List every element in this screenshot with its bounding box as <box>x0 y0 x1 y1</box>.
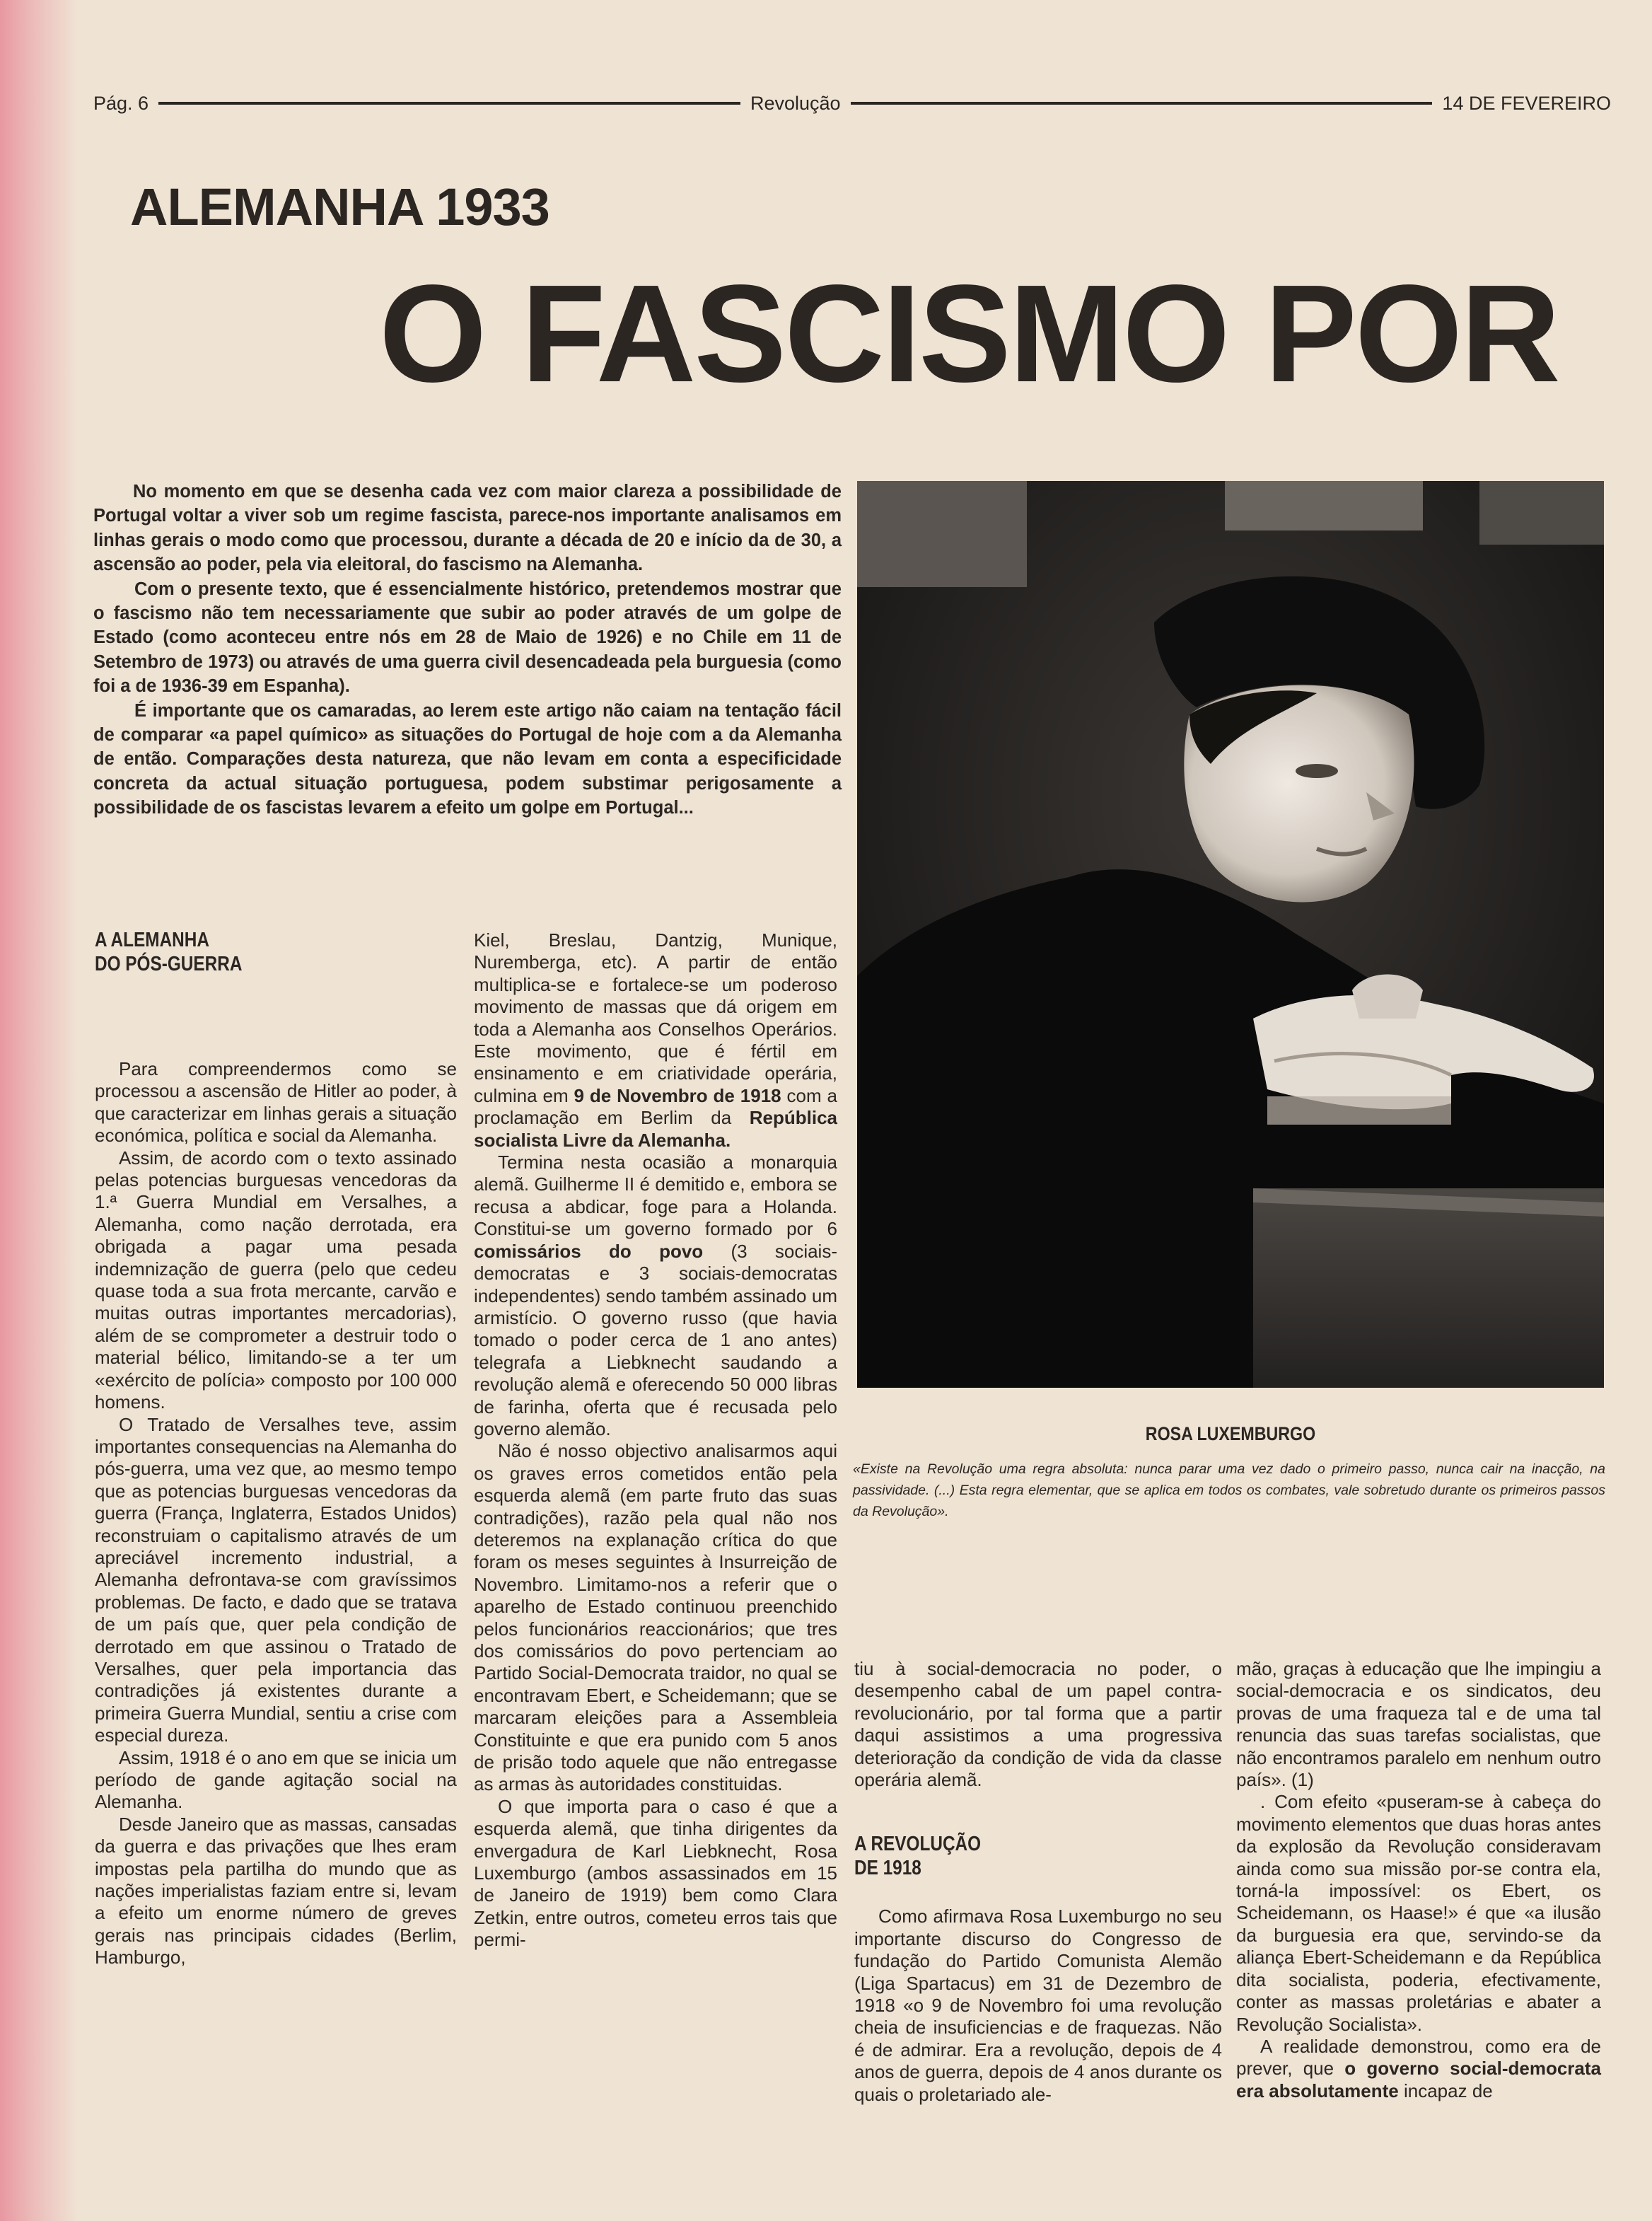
section-heading-line: DE 1918 <box>854 1857 921 1880</box>
body-paragraph: . Com efeito «puseram-se à cabeça do movimento elementos que duas horas antes da explosão da Revolução consideravam ainda como sua missão por-se contra ela, torná-la impossível: os Ebert, os Scheidemann, os Haase!» é que «a ilusão da burguesia era que, servindo-se da aliança Ebert-Scheidemann e da República dita socialista, poderia, efectivamente, conter as massas proletárias e abater a Revolução Socialista». <box>1236 1791 1601 2035</box>
body-paragraph: Assim, 1918 é o ano em que se inicia um período de gande agitação social na Alemanha. <box>95 1746 457 1813</box>
rosa-luxemburgo-photo <box>857 481 1604 1388</box>
body-paragraph: Como afirmava Rosa Luxemburgo no seu importante discurso do Congresso de fundação do Partido Comunista Alemão (Liga Spartacus) em 31 de Dezembro de 1918 «o 9 de Novembro foi uma revolução cheia de insuficiencias e de fraquezas. Não é de admirar. Era a revolução, depois de 4 anos de guerra, depois de 4 anos durante os quais o proletariado ale- <box>854 1906 1222 2105</box>
body-paragraph: mão, graças à educação que lhe impingiu a social-democracia e os sindicatos, deu provas de uma fraqueza tal e de uma tal renuncia das suas tarefas socialistas, que não encontramos paralelo em nenhum outro país». (1) <box>1236 1658 1601 1791</box>
article-column-4 <box>1236 1658 1601 2102</box>
article-column-2 <box>474 929 837 1952</box>
photo-caption: ROSA LUXEMBURGO <box>1145 1423 1316 1444</box>
photo-illustration <box>857 481 1604 1388</box>
lead-paragraph: Com o presente texto, que é essencialmente histórico, pretendemos mostrar que o fascismo não tem necessariamente que subir ao poder através de um golpe de Estado (como aconteceu entre nós em 28 de Maio de 1926) e no Chile em 11 de Setembro de 1973) ou através de uma guerra civil desencadeada pela burguesia (como foi a de 1936-39 em Espanha). <box>93 579 842 697</box>
body-paragraph: Desde Janeiro que as massas, cansadas da guerra e das privações que lhes eram impostas pela partilha do mundo que as nações imperialistas faziam entre si, levam a efeito um enorme número de greves gerais nas principais cidades (Berlim, Hamburgo, <box>95 1813 457 1968</box>
body-paragraph: Termina nesta ocasião a monarquia alemã. Guilherme II é demitido e, embora se recusa a abdicar, foge para a Holanda. Constitui-se um governo formado por 6 comissários do povo (3 sociais-democratas e 3 sociais-democratas independentes) sendo também assinado um armistício. O governo russo (que havia tomado o poder cerca de 1 ano antes) telegrafa a Liebknecht saudando a revolução alemã e oferecendo 50 000 libras de farinha, oferta que é recusada pelo governo alemão. <box>474 1152 837 1439</box>
section-heading-line: DO PÓS-GUERRA <box>95 953 243 975</box>
lead-paragraph: No momento em que se desenha cada vez com maior clareza a possibilidade de Portugal voltar a viver sob um regime fascista, parece-nos importante analisamos em linhas gerais o modo como que processou, durante a década de 20 e início da de 30, a ascensão ao poder, pela via eleitoral, do fascismo na Alemanha. <box>93 482 842 575</box>
newspaper-name: Revolução <box>750 92 841 114</box>
section-heading <box>95 928 368 976</box>
body-paragraph: Assim, de acordo com o texto assinado pelas potencias burguesas vencedoras da 1.ª Guerra Mundial em Versalhes, a Alemanha, como nação derrotada, era obrigada a pagar uma pesada indemnização de guerra (pelo que cedeu quase toda a sua frota mercante, carvão e muitas outras importantes mercadorias), além de se comprometer a destruir todo o material bélico, limitando-se a ter um «exército de polícia» composto por 100 000 homens. <box>95 1147 457 1413</box>
body-paragraph: tiu à social-democracia no poder, o desempenho cabal de um papel contra-revolucionário, por tal forma que a partir daqui assistimos a uma progressiva deterioração da condição de vida da classe operária alemã. <box>854 1658 1222 1791</box>
paper-edge-stain <box>0 0 78 2221</box>
header-rule-right <box>851 102 1433 105</box>
body-paragraph: O Tratado de Versalhes teve, assim importantes consequencias na Alemanha do pós-guerra, uma vez que, ao mesmo tempo que as potencias burguesas vencedoras da guerra (França, Inglaterra, Estados Unidos) reconstruiam o capitalismo através de um apreciável incremento industrial, a Alemanha defrontava-se com gravíssimos problemas. De facto, e dado que se tratava de um país que, quer pela condição de derrotado em que assinou o Tratado de Versalhes, quer pela importancia das contradições já existentes durante a primeira Guerra Mundial, sentiu a crise com especial dureza. <box>95 1413 457 1746</box>
article-column-1 <box>95 928 457 1969</box>
page-number: Pág. 6 <box>93 92 149 114</box>
body-paragraph: Kiel, Breslau, Dantzig, Munique, Nuremberga, etc). A partir de então multiplica-se e fortalece-se um poderoso movimento de massas que dá origem em toda a Alemanha aos Conselhos Operários. Este movimento, que é fértil em ensinamento e em criatividade operária, culmina em 9 de Novembro de 1918 com a proclamação em Berlim da República socialista Livre da Alemanha. <box>474 929 838 1151</box>
body-paragraph: Não é nosso objectivo analisarmos aqui os graves erros cometidos então pela esquerda alemã (em parte fruto das suas contradições), razão pela qual não nos deteremos na explanação crítica do que foram os meses seguintes à Insurreição de Novembro. Limitamo-nos a referir que o aparelho de Estado continuou preenchido pelos funcionários reaccionários; que tres dos comissários do povo pertenciam ao Partido Social-Democrata traidor, no qual se encontravam Ebert, e Scheidemann; que se marcaram eleições para a Assembleia Constituinte e que era punido com 5 anos de prisão todo aquele que não entregasse as armas às autoridades constituidas. <box>474 1440 837 1795</box>
body-paragraph: Para compreendermos como se processou a ascensão de Hitler ao poder, à que caracterizar em linhas gerais a situação económica, política e social da Alemanha. <box>95 1058 457 1147</box>
article-kicker: ALEMANHA 1933 <box>130 178 549 236</box>
page-header <box>93 89 1611 117</box>
body-paragraph: O que importa para o caso é que a esquerda alemã, que tinha dirigentes da envergadura de Karl Liebknecht, Rosa Luxemburgo (ambos assassinados em 15 de Janeiro de 1919) bem como Clara Zetkin, entre outros, cometeu erros tais que permi- <box>474 1795 837 1951</box>
section-heading-line: A ALEMANHA <box>95 929 209 951</box>
body-paragraph: A realidade demonstrou, como era de prever, que o governo social-democrata era absolutamente incapaz de <box>1236 2035 1602 2101</box>
section-heading-line: A REVOLUÇÃO <box>854 1833 982 1856</box>
article-headline: O FASCISMO POR <box>379 256 1559 411</box>
article-column-3 <box>854 1658 1222 2106</box>
lead-paragraph: É importante que os camaradas, ao lerem este artigo não caiam na tentação fácil de comparar «a papel químico» as situações do Portugal de hoje com a da Alemanha de então. Comparações desta natureza, que não levam em conta a especificidade concreta da actual situação portuguesa, podem substimar perigosamente a possibilidade de os fascistas levarem a efeito um golpe em Portugal... <box>93 700 842 818</box>
header-rule-left <box>158 102 740 105</box>
article-lead <box>93 480 842 820</box>
issue-date: 14 DE FEVEREIRO <box>1442 92 1611 114</box>
photo-quote: «Existe na Revolução uma regra absoluta: nunca parar uma vez dado o primeiro passo, nunca cair na inacção, na passividade. (...) Esta regra elementar, que se aplica em todos os combates, vale sobretudo durante os primeiros passos da Revolução». <box>853 1461 1605 1519</box>
section-heading <box>854 1832 1127 1880</box>
